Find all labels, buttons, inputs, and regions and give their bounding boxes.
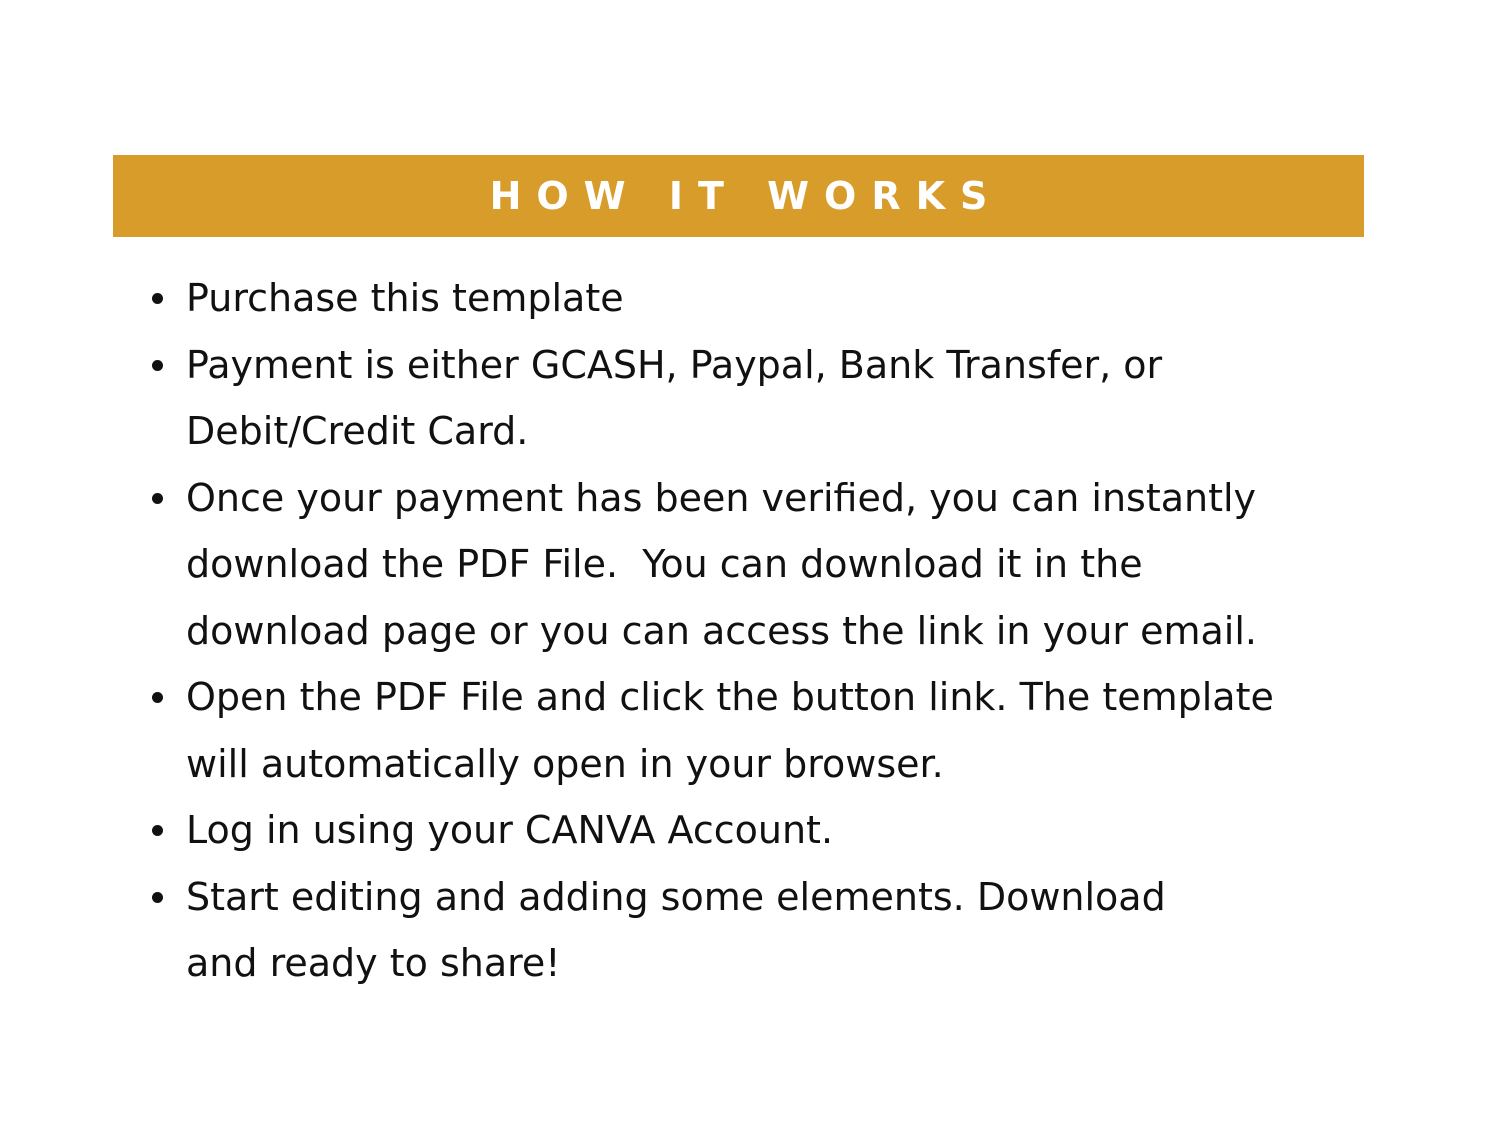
list-item-open-pdf — [152, 664, 1452, 797]
list-item-edit — [152, 864, 1452, 997]
list-item-text: Once your payment has been verified, you can instantly — [186, 475, 1257, 520]
list-item-text: Start editing and adding some elements. Download — [186, 874, 1166, 919]
bullet-icon — [152, 892, 163, 903]
list-item-text: download the PDF File. You can download it in the — [186, 542, 1143, 586]
header-banner — [113, 155, 1364, 237]
bullet-icon — [152, 493, 163, 504]
steps-list — [152, 265, 1452, 997]
bullet-icon — [152, 825, 163, 836]
bullet-icon — [152, 293, 163, 304]
list-item-text: and ready to share! — [186, 941, 561, 985]
list-item-text: Debit/Credit Card. — [186, 409, 529, 453]
list-item-text: Open the PDF File and click the button link. The template — [186, 675, 1274, 719]
list-item-text: Log in using your CANVA Account. — [186, 808, 834, 852]
bullet-icon — [152, 360, 163, 371]
list-item-text: Purchase this template — [186, 276, 624, 320]
list-item-purchase — [152, 265, 1452, 332]
page-title: HOW IT WORKS — [489, 174, 1003, 218]
list-item-text: will automatically open in your browser. — [186, 741, 944, 786]
list-item-download — [152, 465, 1452, 665]
list-item-login — [152, 797, 1452, 864]
list-item-text: download page or you can access the link in your email. — [186, 608, 1257, 653]
list-item-text: Payment is either GCASH, Paypal, Bank Transfer, or — [186, 342, 1163, 387]
list-item-payment — [152, 332, 1452, 465]
bullet-icon — [152, 692, 163, 703]
